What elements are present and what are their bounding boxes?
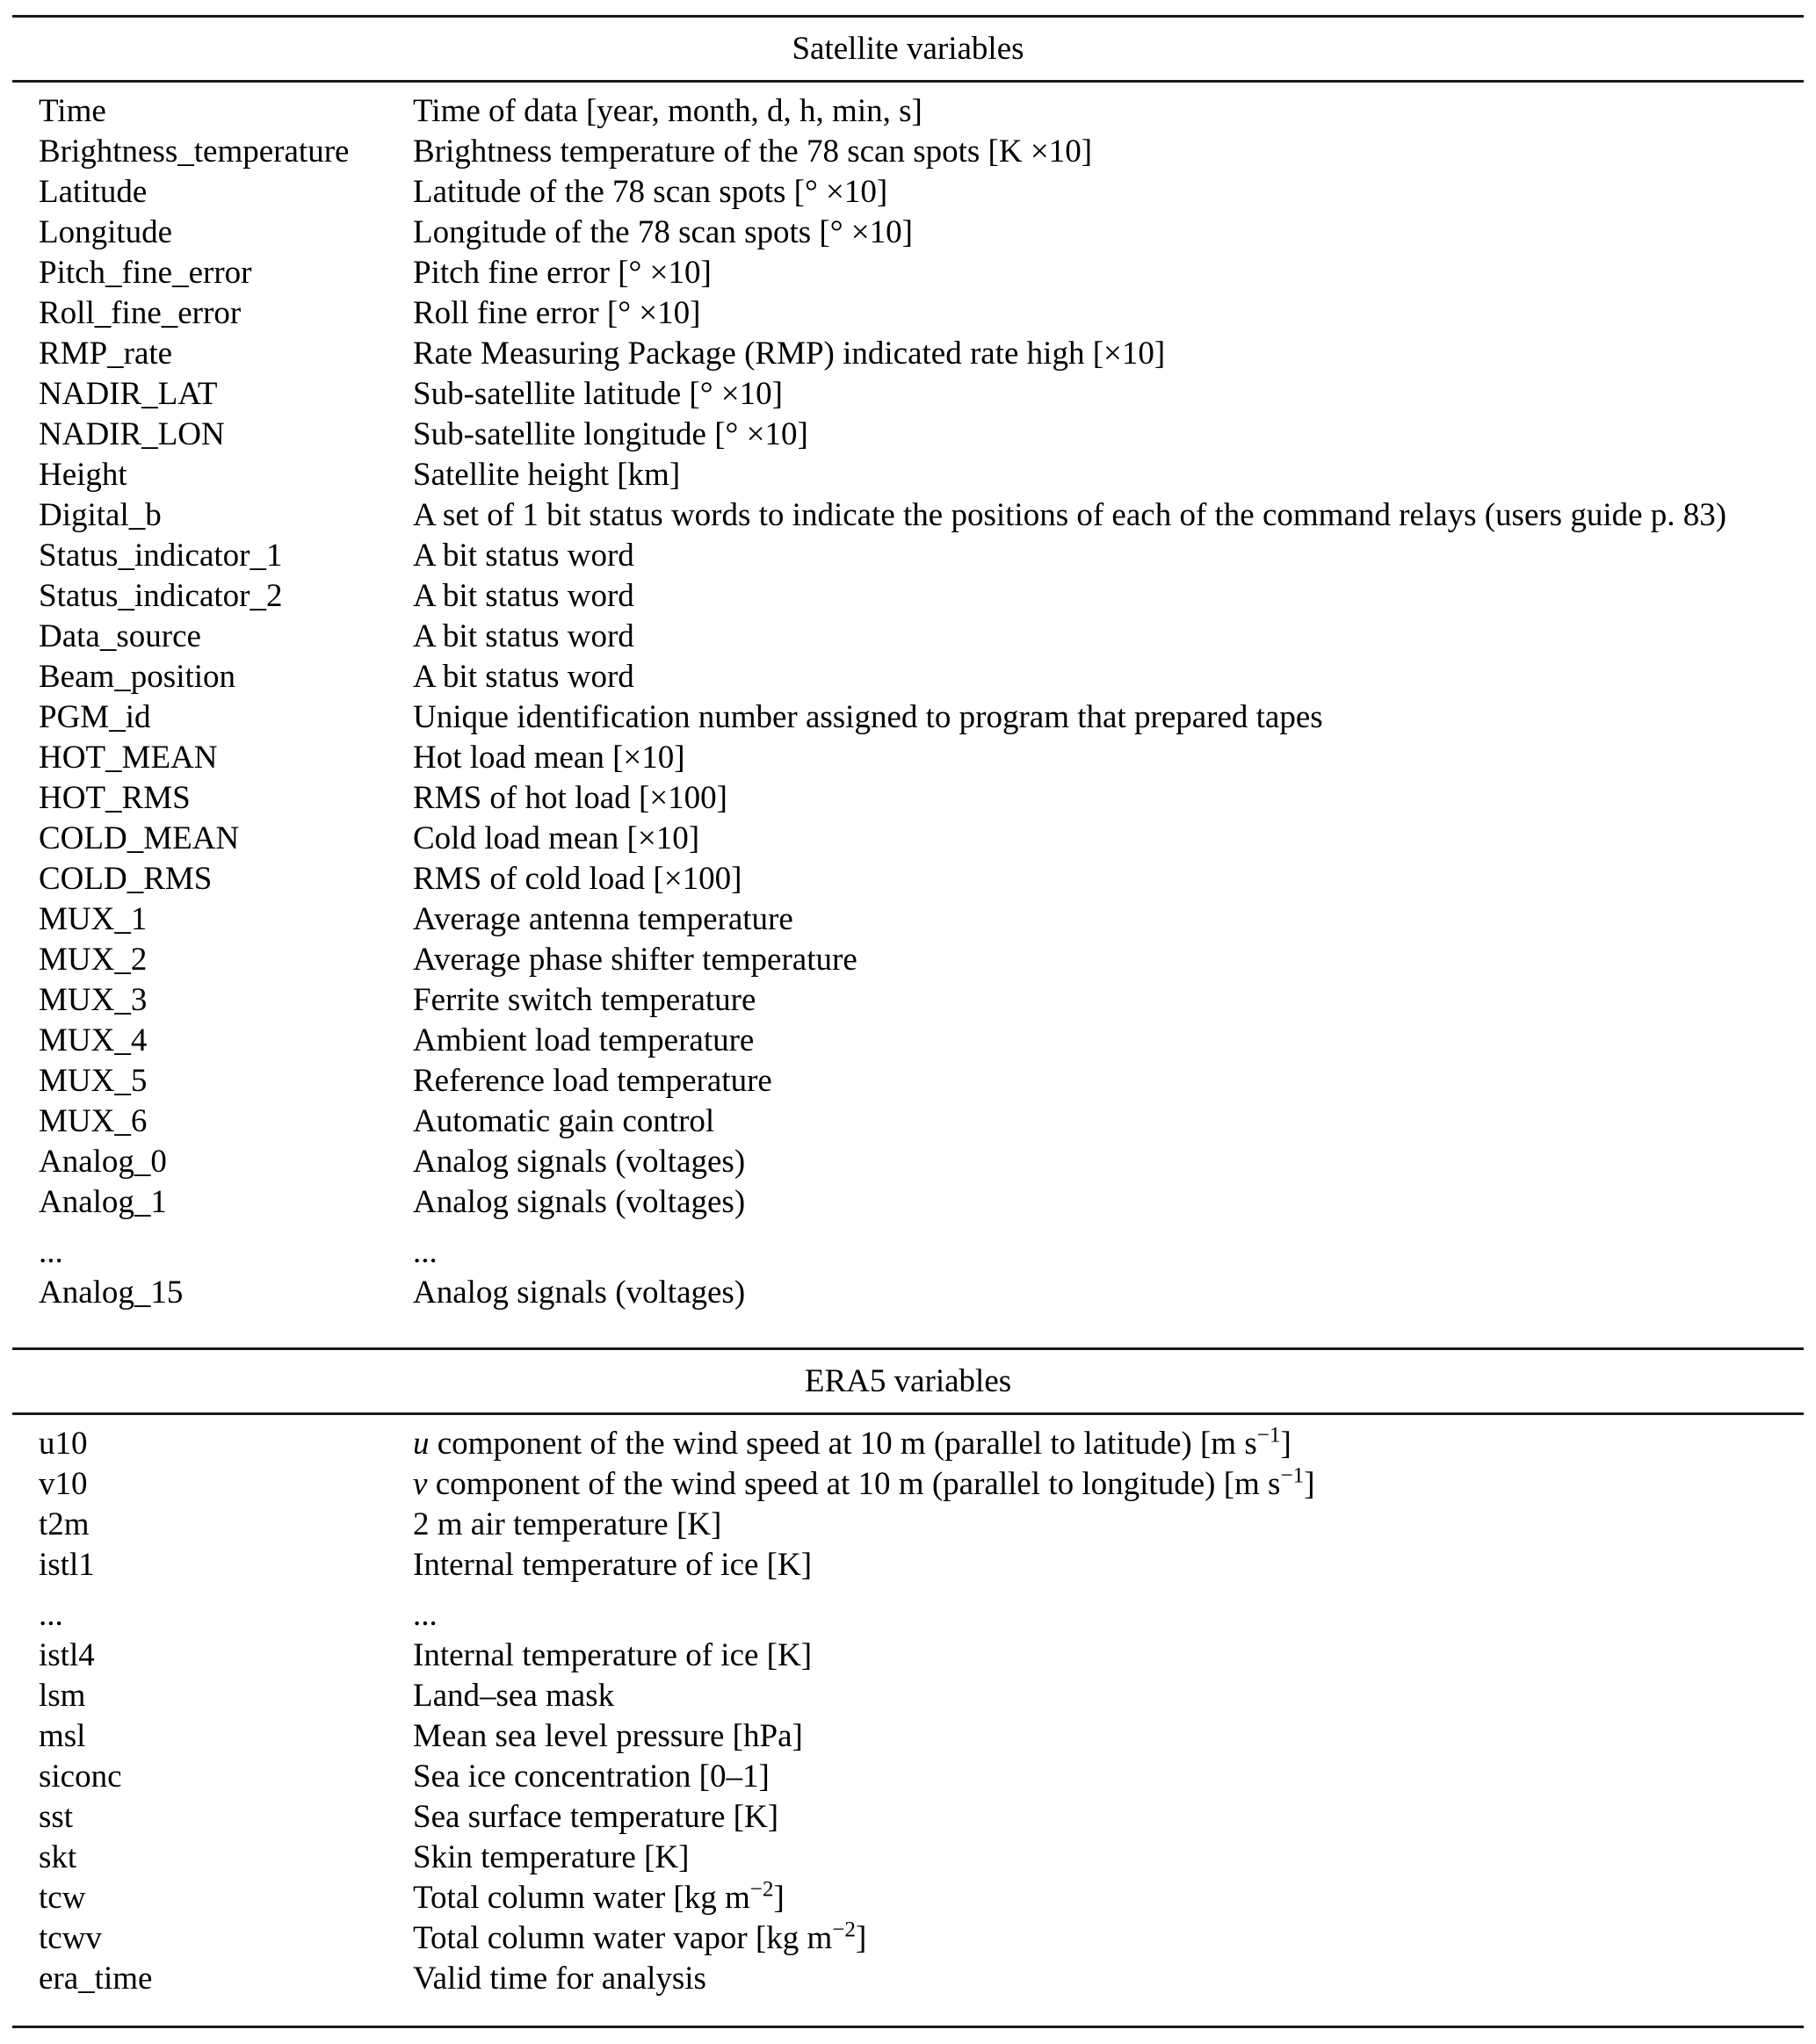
table-row [39, 576, 1804, 617]
table-row [39, 1595, 1804, 1636]
table-row [39, 980, 1804, 1021]
variable-description: Time of data [year, month, d, h, min, s] [413, 93, 922, 129]
variable-name: HOT_MEAN [39, 740, 218, 776]
variable-name: Analog_0 [39, 1144, 167, 1180]
variable-description: RMS of hot load [×100] [413, 780, 727, 816]
variable-description: Analog signals (voltages) [413, 1275, 746, 1311]
variable-description: Average antenna temperature [413, 901, 793, 937]
variable-name: istl1 [39, 1547, 95, 1583]
table-row [39, 495, 1804, 536]
variable-description: Cold load mean [×10] [413, 820, 700, 856]
variable-description: Roll fine error [° ×10] [413, 295, 701, 331]
variable-description: Pitch fine error [° ×10] [413, 255, 712, 291]
variable-description: Unique identification number assigned to program that prepared tapes [413, 699, 1323, 735]
table-row [39, 899, 1804, 940]
variable-description: RMS of cold load [×100] [413, 861, 742, 897]
table-row [39, 253, 1804, 293]
variable-name: Beam_position [39, 659, 236, 695]
variable-name: lsm [39, 1678, 86, 1714]
variable-name: HOT_RMS [39, 780, 191, 816]
variable-description: Analog signals (voltages) [413, 1184, 746, 1220]
table-row [39, 1676, 1804, 1716]
variable-name: MUX_5 [39, 1063, 148, 1099]
variable-name: RMP_rate [39, 336, 173, 372]
variable-name: Status_indicator_2 [39, 578, 283, 614]
variable-name: v10 [39, 1466, 88, 1502]
variable-name: MUX_4 [39, 1022, 148, 1058]
variable-name: tcw [39, 1880, 86, 1916]
variable-name: siconc [39, 1759, 122, 1795]
table-row [39, 172, 1804, 213]
table-row [39, 213, 1804, 253]
table-row [39, 1797, 1804, 1838]
table-row [39, 536, 1804, 576]
variable-description: Sea surface temperature [K] [413, 1799, 779, 1835]
variable-name: PGM_id [39, 699, 151, 735]
variable-description: Longitude of the 78 scan spots [° ×10] [413, 214, 913, 250]
variable-name: Pitch_fine_error [39, 255, 252, 291]
variable-name: Longitude [39, 214, 173, 250]
variable-description: A bit status word [413, 618, 634, 654]
table-row [39, 657, 1804, 697]
section-rows [12, 83, 1804, 1347]
variable-name: Data_source [39, 618, 201, 654]
variable-name: t2m [39, 1506, 90, 1542]
variable-description: A bit status word [413, 578, 634, 614]
variable-name: Brightness_temperature [39, 134, 350, 170]
variable-description: A set of 1 bit status words to indicate the positions of each of the command relays (users guide p. 83) [413, 497, 1727, 533]
section-title: Satellite variables [792, 31, 1024, 67]
table-row [39, 819, 1804, 859]
variable-name: NADIR_LAT [39, 376, 218, 412]
variable-name: Analog_15 [39, 1275, 184, 1311]
variable-description: Ambient load temperature [413, 1022, 755, 1058]
table-row [39, 374, 1804, 415]
table-row [39, 1757, 1804, 1797]
variable-description: Average phase shifter temperature [413, 942, 857, 978]
variable-name: NADIR_LON [39, 416, 225, 452]
variable-description: ... [413, 1234, 438, 1270]
variable-description: Sub-satellite longitude [° ×10] [413, 416, 808, 452]
variable-description: Total column water [kg $m^{-2}$] [413, 1877, 785, 1916]
section-header [12, 1347, 1804, 1415]
variable-name: COLD_MEAN [39, 820, 240, 856]
variable-name: istl4 [39, 1637, 95, 1673]
table-row [39, 1636, 1804, 1676]
variable-name: tcwv [39, 1920, 102, 1956]
variable-name: Latitude [39, 174, 148, 210]
variable-description: Valid time for analysis [413, 1961, 706, 1997]
variable-description: Ferrite switch temperature [413, 982, 756, 1018]
table-row [39, 1101, 1804, 1142]
table-row [39, 617, 1804, 657]
table-row [39, 1545, 1804, 1585]
variable-name: msl [39, 1718, 86, 1754]
table-row [39, 1959, 1804, 1999]
variable-description: Mean sea level pressure [hPa] [413, 1718, 803, 1754]
variable-description: Skin temperature [K] [413, 1839, 690, 1875]
table-row [39, 1918, 1804, 1959]
variable-description: 2 m air temperature [K] [413, 1506, 722, 1542]
section-title: ERA5 variables [804, 1363, 1012, 1399]
table-row [39, 1505, 1804, 1545]
variable-name: MUX_2 [39, 942, 148, 978]
table-row [39, 1424, 1804, 1464]
table-row [39, 1232, 1804, 1273]
section-era5-variables [12, 1347, 1804, 2026]
table-row [39, 1142, 1804, 1182]
variable-description: A bit status word [413, 659, 634, 695]
table-row [39, 132, 1804, 172]
variable-description: Satellite height [km] [413, 457, 681, 493]
variable-name: ... [39, 1597, 63, 1633]
table-row [39, 1878, 1804, 1918]
variable-description: ... [413, 1597, 438, 1633]
variable-description: v component of the wind speed at 10 m (parallel to longitude) [m $s^{-1}$] [413, 1463, 1315, 1502]
table-row [39, 293, 1804, 334]
variable-description: Rate Measuring Package (RMP) indicated rate high [×10] [413, 336, 1166, 372]
table-row [39, 940, 1804, 980]
variable-description: Hot load mean [×10] [413, 740, 685, 776]
section-satellite-variables [12, 15, 1804, 1347]
table-row [39, 697, 1804, 738]
variable-description: u component of the wind speed at 10 m (parallel to latitude) [m $s^{-1}$] [413, 1423, 1291, 1462]
table-row [39, 1464, 1804, 1505]
table-row [39, 1021, 1804, 1061]
table-row [39, 1838, 1804, 1878]
variable-name: Height [39, 457, 127, 493]
variable-name: MUX_1 [39, 901, 148, 937]
variable-description: Reference load temperature [413, 1063, 772, 1099]
variable-name: MUX_6 [39, 1103, 148, 1139]
table-row [39, 1061, 1804, 1101]
table-row [39, 1716, 1804, 1757]
variable-description: Internal temperature of ice [K] [413, 1637, 813, 1673]
table-row [39, 859, 1804, 899]
section-rows [12, 1415, 1804, 2026]
variable-description: Internal temperature of ice [K] [413, 1547, 813, 1583]
variable-description: Latitude of the 78 scan spots [° ×10] [413, 174, 888, 210]
variable-description: Sub-satellite latitude [° ×10] [413, 376, 783, 412]
table-row [39, 778, 1804, 819]
section-header [12, 15, 1804, 83]
variable-description: Automatic gain control [413, 1103, 715, 1139]
variable-description: A bit status word [413, 538, 634, 574]
variable-name: Time [39, 93, 106, 129]
variable-name: Status_indicator_1 [39, 538, 283, 574]
variable-description: Analog signals (voltages) [413, 1144, 746, 1180]
variable-name: sst [39, 1799, 74, 1835]
table-row [39, 91, 1804, 132]
table-bottom-rule [12, 2026, 1804, 2028]
variable-description: Brightness temperature of the 78 scan spots [K ×10] [413, 134, 1093, 170]
variable-name: Digital_b [39, 497, 162, 533]
variable-description: Sea ice concentration [0–1] [413, 1759, 770, 1795]
variable-name: skt [39, 1839, 77, 1875]
variable-name: Analog_1 [39, 1184, 167, 1220]
variable-description: Total column water vapor [kg $m^{-2}$] [413, 1918, 867, 1956]
variable-name: era_time [39, 1961, 153, 1997]
table-row [39, 1182, 1804, 1223]
variable-description: Land–sea mask [413, 1678, 615, 1714]
variable-name: Roll_fine_error [39, 295, 242, 331]
table-row [39, 738, 1804, 778]
table-row [39, 1273, 1804, 1313]
variable-name: ... [39, 1234, 63, 1270]
table-row [39, 455, 1804, 495]
variable-name: MUX_3 [39, 982, 148, 1018]
variable-name: u10 [39, 1426, 88, 1462]
table-row [39, 415, 1804, 455]
table-row [39, 334, 1804, 374]
variable-name: COLD_RMS [39, 861, 213, 897]
